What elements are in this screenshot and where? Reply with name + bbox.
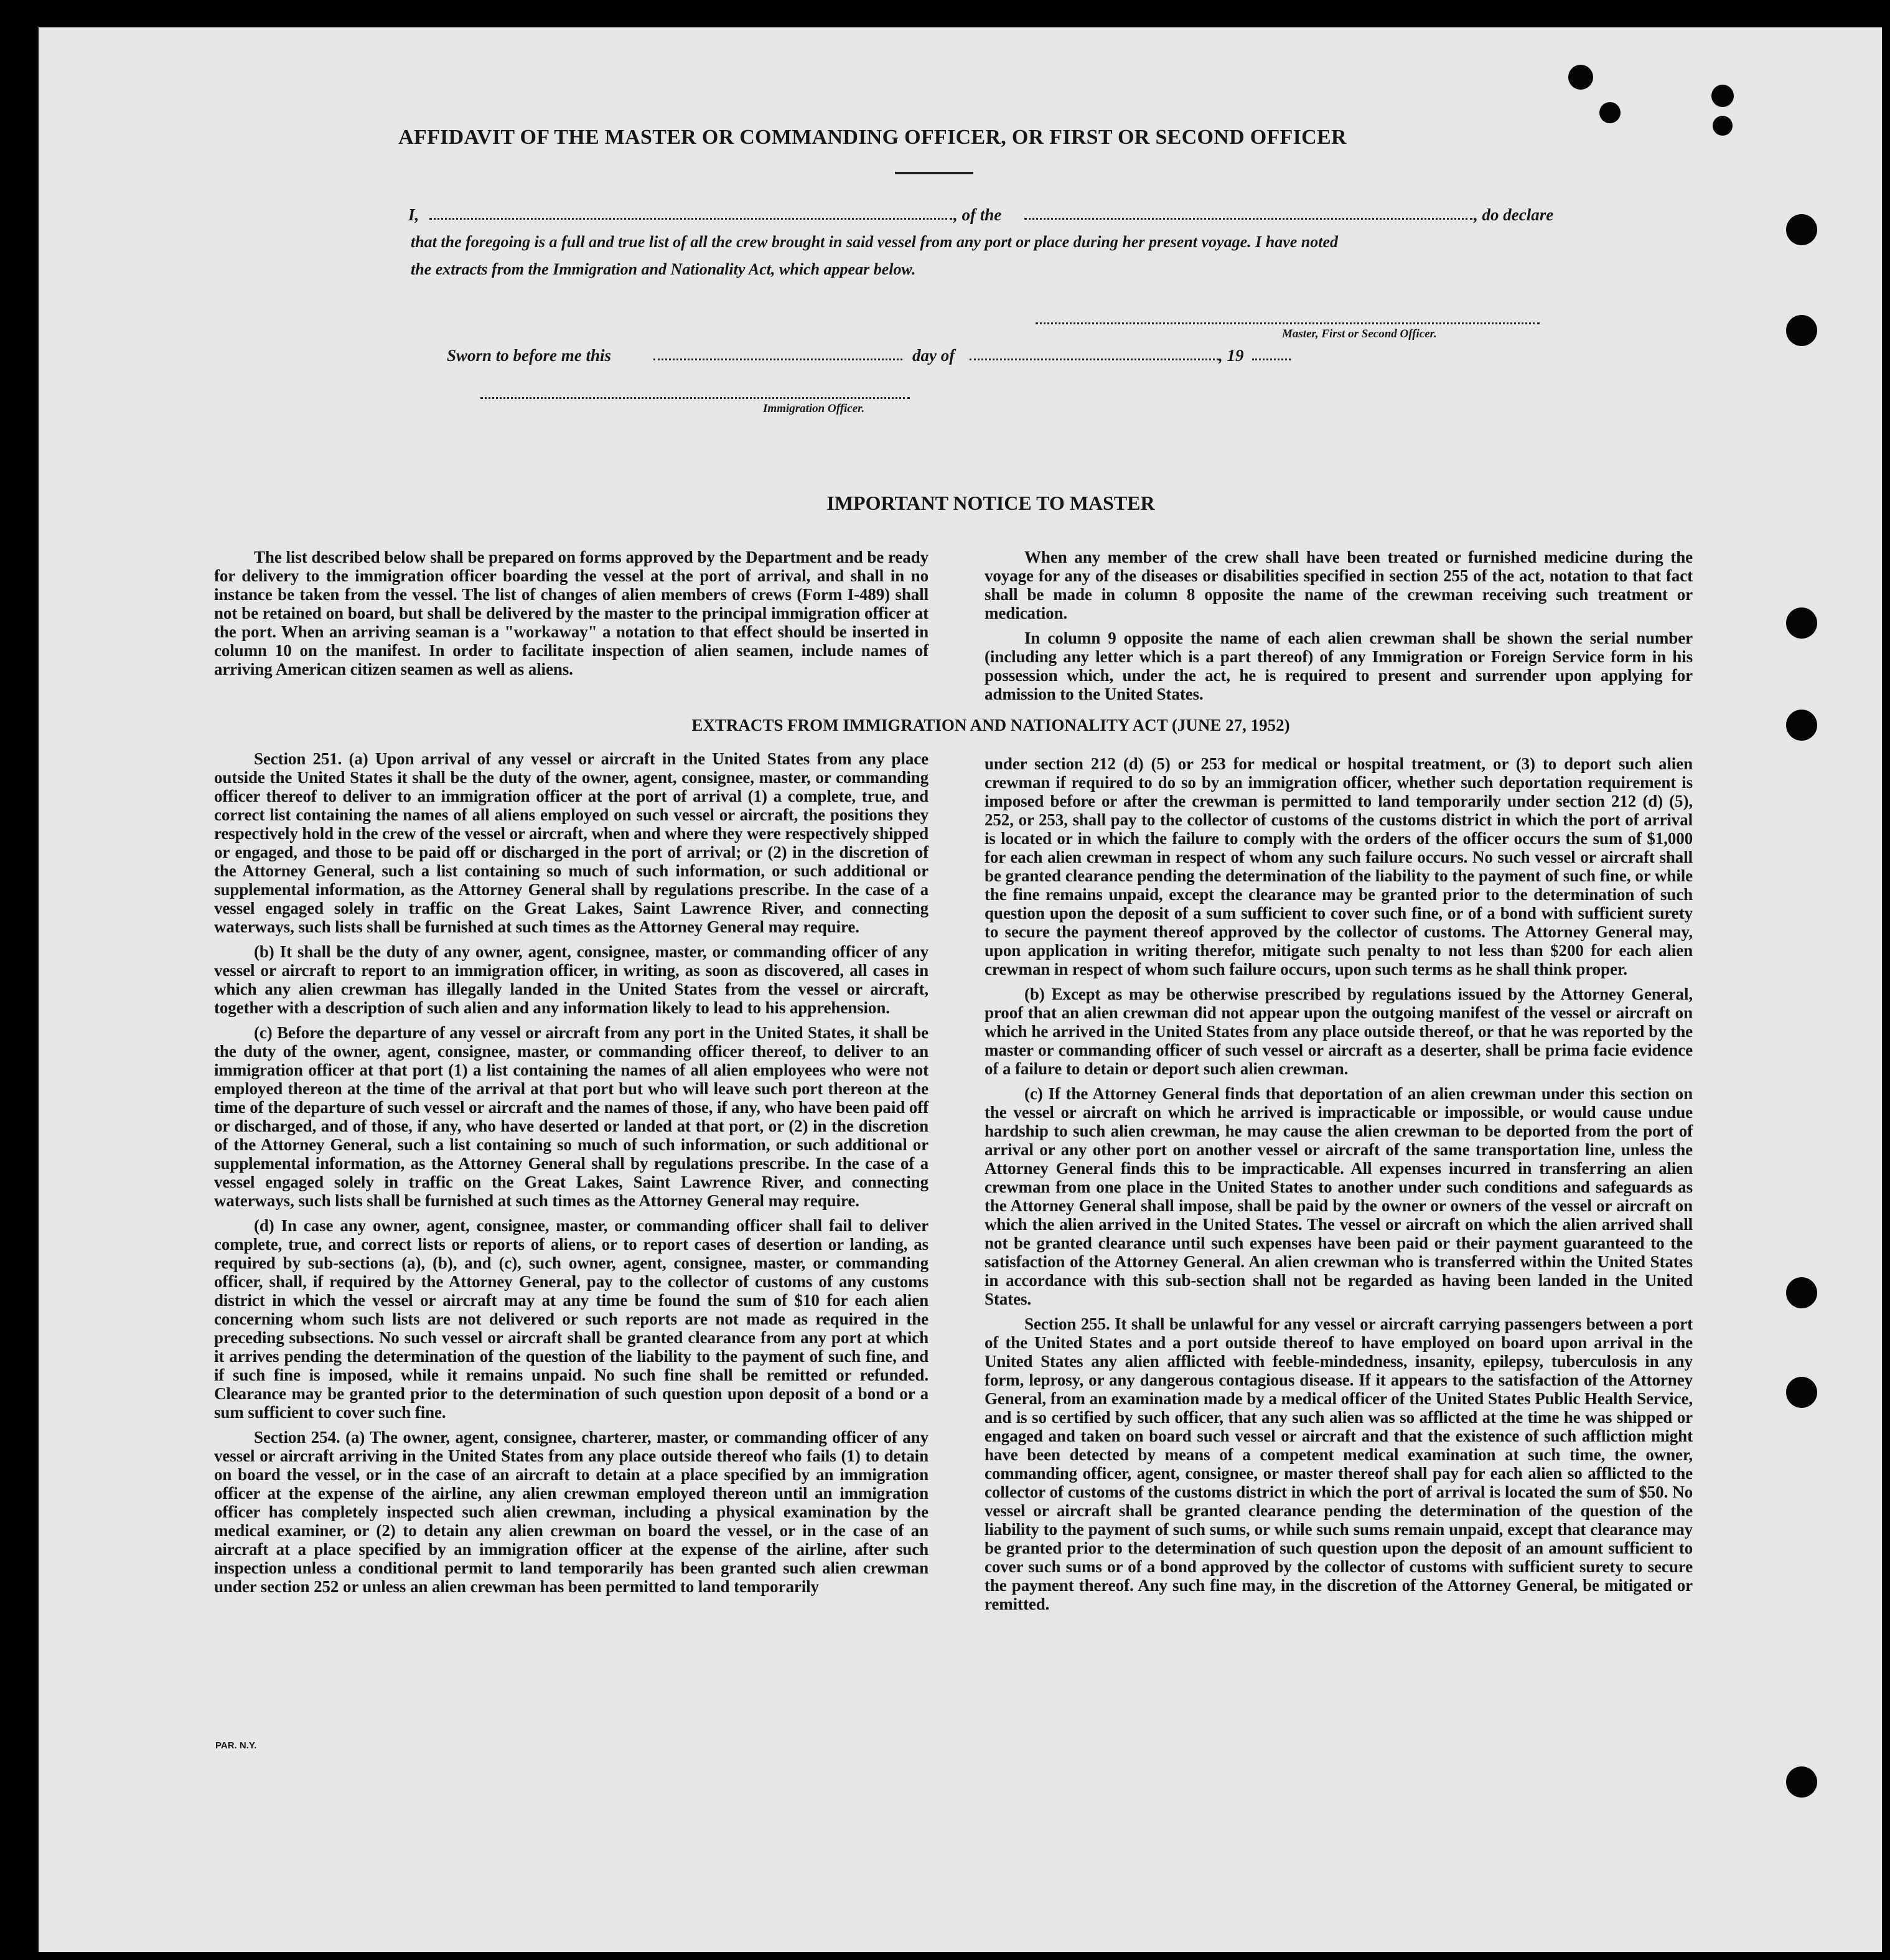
- section-255: Section 255. It shall be unlawful for any vessel or aircraft carrying passengers between a port of the United States and a port outside thereof to have employed on board upon arrival in the United States any alien afflicted with feeble-mindedness, insanity, epilepsy, tuberculosis in any form, leprosy, or any dangerous contagious disease. If it appears to the satisfaction of the Attorney General, from an examination made by a medical officer of the United States Public Health Service, and is so certified by such officer, that any such alien was so afflicted at the time he was shipped or engaged and taken on board such vessel or aircraft and that the existence of such affliction might have been detected by means of a competent medical examination at such time, the owner, commanding officer, agent, consignee, or master thereof shall pay for each alien so afflicted to the collector of customs of the customs district in which the port of arrival is located the sum of $50. No vessel or aircraft shall be granted clearance pending the determination of the question of the liability to the payment of such sums, or while such sums remain unpaid, except that clearance may be granted prior to the determination of such question upon the deposit of an amount sufficient to cover such sums or of a bond approved by the collector of customs with sufficient surety to secure the payment thereof. Any such fine may, in the discretion of the Attorney General, be mitigated or remitted.: [985, 1315, 1693, 1613]
- punch-hole-icon: [1713, 116, 1733, 136]
- day-of-label: day of: [912, 346, 955, 365]
- notice-title: IMPORTANT NOTICE TO MASTER: [826, 492, 1155, 514]
- i-label: I,: [408, 205, 419, 224]
- year-label: , 19: [1219, 346, 1244, 365]
- notice-right-paragraph-2: In column 9 opposite the name of each alien crewman shall be shown the serial number (including any letter which is a part thereof) of any Immigration or Foreign Service form in his possession which, under the act, he is required to present and surrender upon applying for admission to the United States.: [985, 629, 1693, 703]
- notice-right-paragraph-1: When any member of the crew shall have been treated or furnished medicine during the voyage for any of the diseases or disabilities specified in section 255 of the act, notation to that fact shall be made in column 8 opposite the name of the crewman receiving such treatment or medication.: [985, 548, 1693, 622]
- extracts-title: EXTRACTS FROM IMMIGRATION AND NATIONALITY ACT (JUNE 27, 1952): [691, 716, 1290, 734]
- printer-mark: PAR. N.Y.: [215, 1740, 257, 1751]
- of-the-label: , of the: [953, 205, 1002, 224]
- sworn-label: Sworn to before me this: [447, 346, 612, 365]
- sworn-month-field[interactable]: [970, 359, 1219, 360]
- punch-hole-icon: [1786, 214, 1817, 245]
- punch-hole-icon: [1568, 65, 1593, 90]
- punch-hole-icon: [1786, 1766, 1817, 1798]
- sworn-year-field[interactable]: [1252, 359, 1291, 360]
- section-251-b: (b) It shall be the duty of any owner, agent, consignee, master, or commanding officer of any vessel or aircraft to report to an immigration officer, in writing, as soon as discovered, all cases in which any alien crewman has illegally landed in the United States from the vessel or aircraft, together with a description of such alien and any information likely to lead to his apprehension.: [214, 942, 929, 1017]
- affidavit-statement-line2: the extracts from the Immigration and Nationality Act, which appear below.: [411, 260, 916, 278]
- punch-hole-icon: [1786, 1377, 1817, 1408]
- punch-hole-icon: [1786, 607, 1817, 639]
- extracts-left-column: [214, 749, 929, 1596]
- punch-hole-icon: [1711, 85, 1734, 107]
- notice-left-column: [214, 548, 929, 678]
- affidavit-title: AFFIDAVIT OF THE MASTER OR COMMANDING OFFICER, OR FIRST OR SECOND OFFICER: [398, 126, 1347, 149]
- section-251-c: (c) Before the departure of any vessel or aircraft from any port in the United States, it shall be the duty of the owner, agent, consignee, master, or commanding officer thereof, to deliver to an immigration officer at that port (1) a list containing the names of all alien employees who were not employed thereon at the time of the arrival at that port but who will leave such port thereon at the time of the departure of such vessel or aircraft and the names of those, if any, who have been paid off or discharged, and of those, if any, who have deserted or landed at that port, or (2) in the discretion of the Attorney General, such a list containing so much of such information, or such additional or supplemental information, as the Attorney General shall by regulations prescribe. In the case of a vessel engaged solely in traffic on the Great Lakes, Saint Lawrence River, and connecting waterways, such lists shall be furnished at such times as the Attorney General may require.: [214, 1023, 929, 1210]
- notice-right-column: [985, 548, 1693, 703]
- form-page: [39, 27, 1882, 1952]
- extracts-right-column: [985, 754, 1693, 1613]
- name-field[interactable]: [429, 218, 952, 220]
- immigration-officer-label: Immigration Officer.: [763, 402, 865, 415]
- punch-hole-icon: [1786, 710, 1817, 741]
- title-rule: [895, 172, 973, 174]
- punch-hole-icon: [1786, 315, 1817, 346]
- immigration-officer-signature-field[interactable]: [480, 397, 910, 399]
- punch-hole-icon: [1786, 1277, 1817, 1308]
- master-signature-label: Master, First or Second Officer.: [1282, 327, 1437, 340]
- do-declare-label: , do declare: [1474, 205, 1554, 224]
- section-254-a-continued: under section 212 (d) (5) or 253 for medical or hospital treatment, or (3) to deport such alien crewman if required to do so by an immigration officer, whether such deportation requirement is imposed before or after the crewman is permitted to land temporarily under section 212 (d) (5), 252, or 253, shall pay to the collector of customs of the customs district in which the port of arrival is located or in which the failure to comply with the orders of the officer occurs the sum of $1,000 for each alien crewman in respect of whom any such failure occurs. No such vessel or aircraft shall be granted clearance pending the determination of the liability to the payment of such fine, or while the fine remains unpaid, except the clearance may be granted prior to the determination of such question upon the deposit of a sum sufficient to cover such fine, or of a bond with sufficient surety to secure the payment thereof approved by the collector of customs. The Attorney General may, upon application in writing therefor, mitigate such penalty to not less than $200 for each alien crewman in respect of whom such failure occurs, upon such terms as he shall think proper.: [985, 754, 1693, 978]
- vessel-field[interactable]: [1024, 218, 1472, 220]
- affidavit-statement-line1: that the foregoing is a full and true list of all the crew brought in said vessel from any port or place during her present voyage. I have noted: [411, 233, 1339, 251]
- section-254-c: (c) If the Attorney General finds that deportation of an alien crewman under this section on the vessel or aircraft on which he arrived is impracticable or impossible, or would cause undue hardship to such alien crewman, he may cause the alien crewman to be deported from the port of arrival or any other port on another vessel or aircraft of the same transportation line, unless the Attorney General finds this to be impracticable. All expenses incurred in transferring an alien crewman from one place in the United States to another under such conditions and safeguards as the Attorney General shall impose, shall be paid by the owner or owners of the vessel or aircraft on which the alien arrived in the United States. The vessel or aircraft on which the alien arrived shall not be granted clearance until such expenses have been paid or their payment guaranteed to the satisfaction of the Attorney General. An alien crewman who is transferred within the United States in accordance with this sub-section shall not be regarded as having been landed in the United States.: [985, 1084, 1693, 1308]
- section-254-a-start: Section 254. (a) The owner, agent, consignee, charterer, master, or commanding officer of any vessel or aircraft arriving in the United States from any place outside thereof who fails (1) to detain on board the vessel, or in the case of an aircraft to detain at a place specified by an immigration officer at the expense of the airline, any alien crewman employed thereon until an immigration officer has completely inspected such alien crewman, including a physical examination by the medical examiner, or (2) to detain any alien crewman on board the vessel, or in the case of an aircraft at a place specified by an immigration officer at the expense of the airline, after such inspection unless a conditional permit to land temporarily has been granted such alien crewman under section 252 or unless an alien crewman has been permitted to land temporarily: [214, 1428, 929, 1596]
- section-251-a: Section 251. (a) Upon arrival of any vessel or aircraft in the United States from any place outside the United States it shall be the duty of the owner, agent, consignee, master, or commanding officer thereof to deliver to an immigration officer at the port of arrival (1) a complete, true, and correct list containing the names of all aliens employed on such vessel or aircraft, the positions they respectively hold in the crew of the vessel or aircraft, when and where they were respectively shipped or engaged, and those to be paid off or discharged in the port of arrival; or (2) in the discretion of the Attorney General, such a list containing so much of such information, or such additional or supplemental information, as the Attorney General shall by regulations prescribe. In the case of a vessel engaged solely in traffic on the Great Lakes, Saint Lawrence River, and connecting waterways, such lists shall be furnished at such times as the Attorney General may require.: [214, 749, 929, 936]
- section-251-d: (d) In case any owner, agent, consignee, master, or commanding officer shall fail to deliver complete, true, and correct lists or reports of aliens, or to report cases of desertion or landing, as required by sub-sections (a), (b), and (c), such owner, agent, consignee, master, or commanding officer, shall, if required by the Attorney General, pay to the collector of customs of any customs district in which the vessel or aircraft may at any time be found the sum of $10 for each alien concerning whom such lists are not delivered or such reports are not made as required in the preceding subsections. No such vessel or aircraft shall be granted clearance from any port at which it arrives pending the determination of the question of the liability to the payment of such fine, and if such fine is imposed, while it remains unpaid. No such fine shall be remitted or refunded. Clearance may be granted prior to the determination of such question upon deposit of a bond or a sum sufficient to cover such fine.: [214, 1216, 929, 1422]
- punch-hole-icon: [1599, 102, 1621, 123]
- notice-left-paragraph: The list described below shall be prepared on forms approved by the Department and be ready for delivery to the immigration officer boarding the vessel at the port of arrival, and shall in no instance be taken from the vessel. The list of changes of alien members of crews (Form I-489) shall not be retained on board, but shall be delivered by the master to the principal immigration officer at the port. When an arriving seaman is a "workaway" a notation to that effect should be inserted in column 10 on the manifest. In order to facilitate inspection of alien seamen, include names of arriving American citizen seamen as well as aliens.: [214, 548, 929, 678]
- master-signature-field[interactable]: [1036, 322, 1540, 324]
- section-254-b: (b) Except as may be otherwise prescribed by regulations issued by the Attorney General, proof that an alien crewman did not appear upon the outgoing manifest of the vessel or aircraft on which he arrived in the United States from any place outside thereof, or that he was reported by the master or commanding officer of such vessel or aircraft as a deserter, shall be prima facie evidence of a failure to detain or deport such alien crewman.: [985, 985, 1693, 1078]
- sworn-day-field[interactable]: [653, 359, 902, 360]
